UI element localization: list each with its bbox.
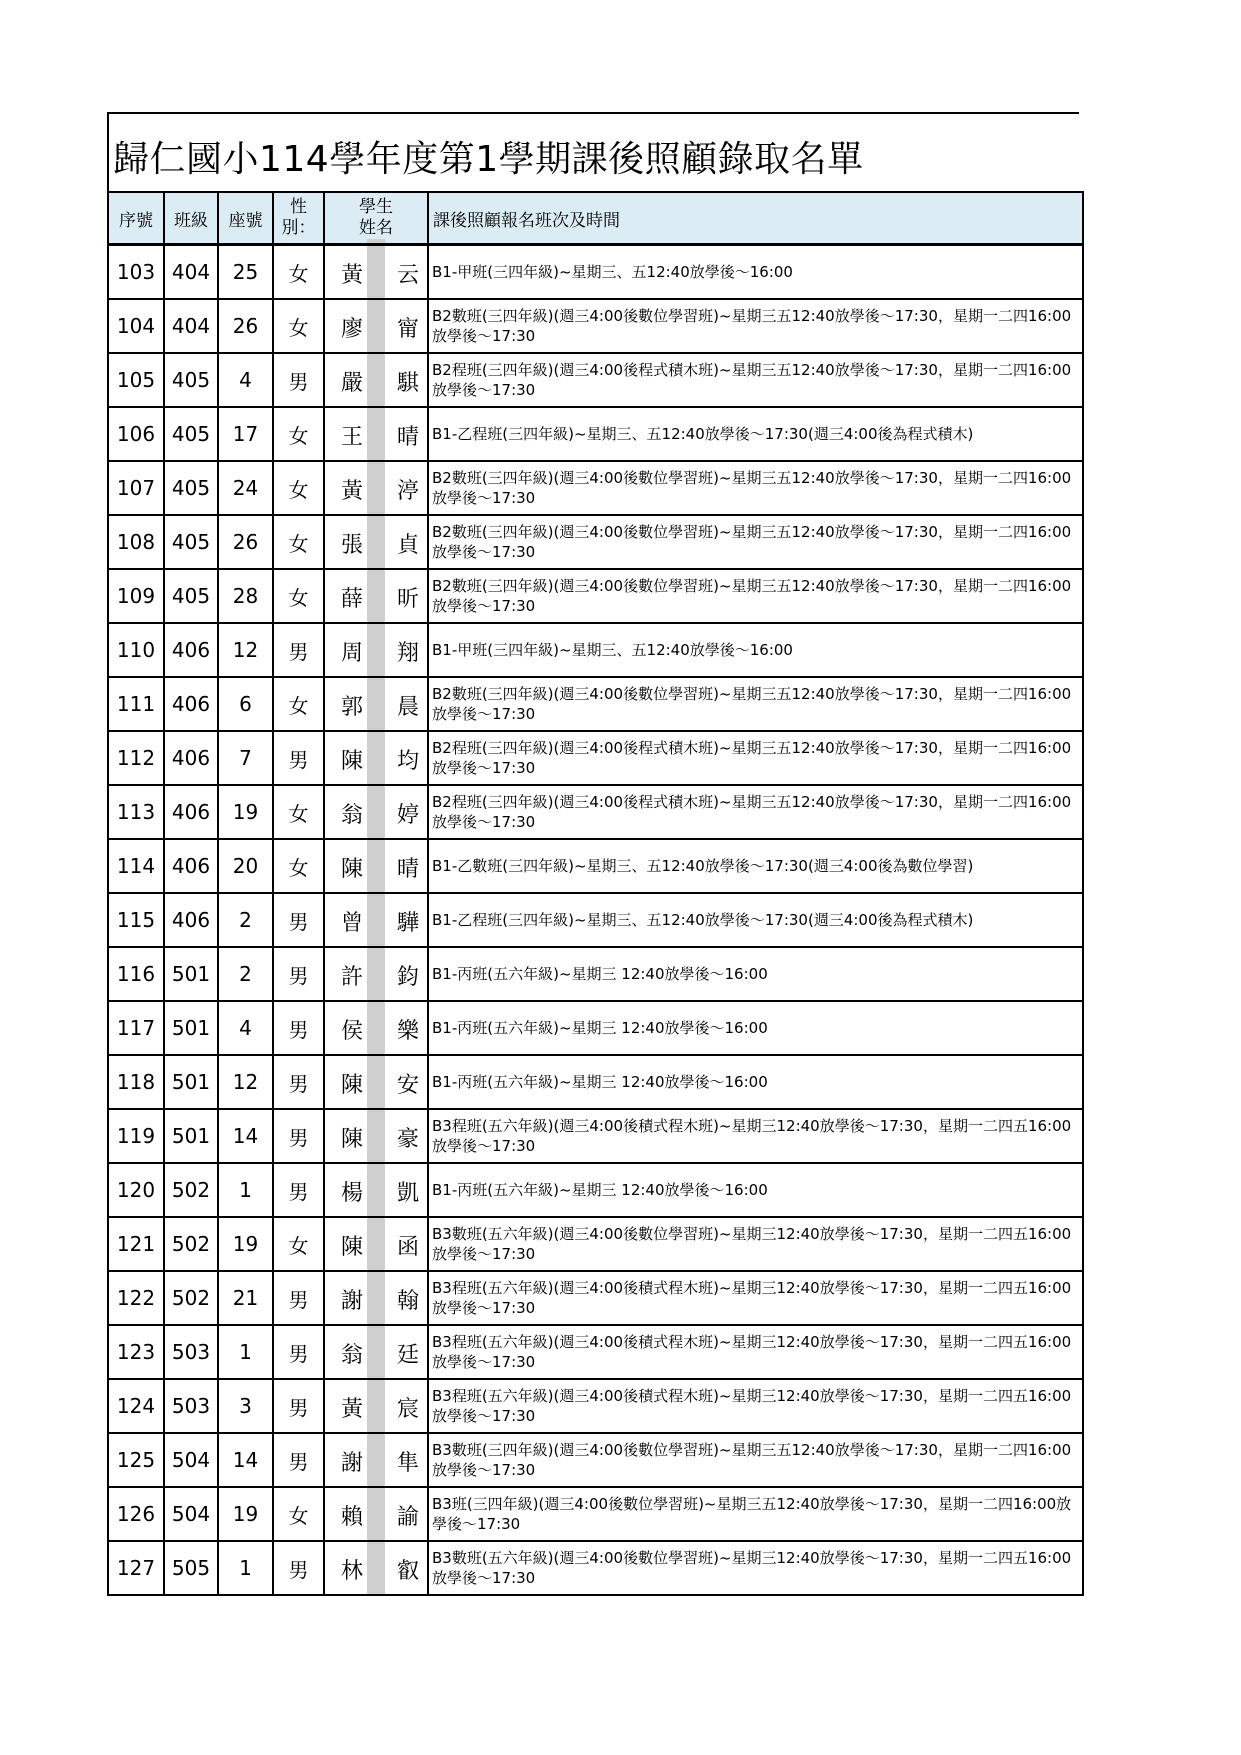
cell-seat: 1 — [218, 1325, 273, 1379]
name-first-char: 謝 — [341, 1289, 364, 1314]
cell-gender: 男 — [273, 1379, 324, 1433]
redaction-bar — [367, 894, 385, 946]
name-last-char: 鈞 — [396, 965, 419, 990]
cell-seat: 28 — [218, 569, 273, 623]
cell-gender: 男 — [273, 1109, 324, 1163]
name-wrap — [325, 300, 427, 352]
name-last-char: 函 — [396, 1235, 419, 1260]
cell-seat: 3 — [218, 1379, 273, 1433]
redaction-bar — [367, 462, 385, 514]
name-first-char: 謝 — [341, 1451, 364, 1476]
cell-class: 406 — [164, 785, 218, 839]
cell-class: 406 — [164, 893, 218, 947]
cell-name — [324, 569, 428, 623]
cell-seat: 14 — [218, 1109, 273, 1163]
redaction-bar — [367, 1272, 385, 1324]
table-row — [108, 677, 1083, 731]
cell-name — [324, 461, 428, 515]
cell-seq: 118 — [108, 1055, 164, 1109]
redaction-bar — [367, 1218, 385, 1270]
table-row — [108, 947, 1083, 1001]
table-row — [108, 1433, 1083, 1487]
page-title: 歸仁國小114學年度第1學期課後照顧錄取名單 — [113, 139, 864, 180]
cell-seq: 105 — [108, 353, 164, 407]
redaction-bar — [367, 678, 385, 730]
cell-name — [324, 947, 428, 1001]
name-wrap — [325, 354, 427, 406]
cell-seat: 14 — [218, 1433, 273, 1487]
cell-time: B1-甲班(三四年級)~星期三、五12:40放學後～16:00 — [428, 245, 1083, 300]
cell-class: 404 — [164, 245, 218, 300]
cell-seat: 24 — [218, 461, 273, 515]
cell-gender: 女 — [273, 839, 324, 893]
cell-time: B3數班(三四年級)(週三4:00後數位學習班)~星期三五12:40放學後～17:30，星期一二四16:00放學後～17:30 — [428, 1433, 1083, 1487]
cell-seq: 121 — [108, 1217, 164, 1271]
cell-time: B1-丙班(五六年級)~星期三 12:40放學後～16:00 — [428, 1001, 1083, 1055]
redaction-bar — [367, 408, 385, 460]
cell-time: B1-丙班(五六年級)~星期三 12:40放學後～16:00 — [428, 1163, 1083, 1217]
cell-gender: 男 — [273, 1541, 324, 1595]
cell-name — [324, 785, 428, 839]
name-last-char: 驊 — [396, 911, 419, 936]
name-first-char: 陳 — [341, 749, 364, 774]
name-wrap — [325, 786, 427, 838]
cell-gender: 女 — [273, 515, 324, 569]
name-first-char: 張 — [341, 533, 364, 558]
name-first-char: 郭 — [341, 695, 364, 720]
cell-class: 406 — [164, 839, 218, 893]
cell-seat: 20 — [218, 839, 273, 893]
header-seat: 座號 — [218, 192, 273, 245]
header-gender-line2: 別： — [281, 218, 316, 238]
cell-class: 501 — [164, 1001, 218, 1055]
name-wrap — [325, 1272, 427, 1324]
name-first-char: 許 — [341, 965, 364, 990]
cell-time: B2數班(三四年級)(週三4:00後數位學習班)~星期三五12:40放學後～17:30，星期一二四16:00放學後～17:30 — [428, 677, 1083, 731]
cell-seq: 115 — [108, 893, 164, 947]
redaction-bar-top — [367, 239, 385, 243]
cell-class: 504 — [164, 1487, 218, 1541]
cell-seq: 117 — [108, 1001, 164, 1055]
name-wrap — [325, 894, 427, 946]
cell-seat: 7 — [218, 731, 273, 785]
cell-gender: 女 — [273, 569, 324, 623]
name-wrap — [325, 1056, 427, 1108]
table-row — [108, 353, 1083, 407]
redaction-bar — [367, 786, 385, 838]
name-wrap — [325, 1434, 427, 1486]
cell-gender: 男 — [273, 623, 324, 677]
name-wrap — [325, 462, 427, 514]
cell-gender: 男 — [273, 947, 324, 1001]
cell-seq: 107 — [108, 461, 164, 515]
redaction-bar — [367, 1326, 385, 1378]
redaction-bar — [367, 1164, 385, 1216]
name-wrap — [325, 246, 427, 298]
cell-name — [324, 515, 428, 569]
redaction-bar — [367, 732, 385, 784]
header-name-line1: 學生 — [359, 197, 393, 217]
cell-seat: 17 — [218, 407, 273, 461]
cell-seat: 19 — [218, 1217, 273, 1271]
cell-seat: 2 — [218, 947, 273, 1001]
name-wrap — [325, 1164, 427, 1216]
cell-class: 405 — [164, 515, 218, 569]
header-gender — [273, 192, 324, 245]
name-wrap — [325, 678, 427, 730]
name-wrap — [325, 732, 427, 784]
cell-seq: 125 — [108, 1433, 164, 1487]
cell-name — [324, 245, 428, 300]
cell-class: 501 — [164, 1109, 218, 1163]
name-wrap — [325, 1488, 427, 1540]
name-wrap — [325, 570, 427, 622]
cell-name — [324, 353, 428, 407]
cell-time: B3程班(五六年級)(週三4:00後積式程木班)~星期三12:40放學後～17:30，星期一二四五16:00放學後～17:30 — [428, 1109, 1083, 1163]
name-wrap — [325, 1218, 427, 1270]
name-last-char: 豪 — [396, 1127, 419, 1152]
table-row — [108, 893, 1083, 947]
name-wrap — [325, 1110, 427, 1162]
header-class: 班級 — [164, 192, 218, 245]
name-last-char: 晴 — [396, 425, 419, 450]
name-first-char: 曾 — [341, 911, 364, 936]
cell-seq: 124 — [108, 1379, 164, 1433]
name-first-char: 林 — [341, 1559, 364, 1584]
cell-time: B3班(三四年級)(週三4:00後數位學習班)~星期三五12:40放學後～17:30，星期一二四16:00放學後～17:30 — [428, 1487, 1083, 1541]
cell-time: B3程班(五六年級)(週三4:00後積式程木班)~星期三12:40放學後～17:30，星期一二四五16:00放學後～17:30 — [428, 1379, 1083, 1433]
cell-time: B3程班(五六年級)(週三4:00後積式程木班)~星期三12:40放學後～17:30，星期一二四五16:00放學後～17:30 — [428, 1325, 1083, 1379]
cell-seq: 113 — [108, 785, 164, 839]
cell-seat: 4 — [218, 353, 273, 407]
table-row — [108, 569, 1083, 623]
cell-seq: 104 — [108, 299, 164, 353]
name-last-char: 渟 — [396, 479, 419, 504]
cell-seq: 119 — [108, 1109, 164, 1163]
table-row — [108, 299, 1083, 353]
name-last-char: 叡 — [396, 1559, 419, 1584]
cell-name — [324, 1109, 428, 1163]
table-row — [108, 1271, 1083, 1325]
cell-name — [324, 1271, 428, 1325]
cell-seq: 122 — [108, 1271, 164, 1325]
cell-time: B1-甲班(三四年級)~星期三、五12:40放學後～16:00 — [428, 623, 1083, 677]
table-row — [108, 1217, 1083, 1271]
header-gender-line1: 性 — [290, 197, 307, 217]
cell-class: 503 — [164, 1379, 218, 1433]
cell-seq: 114 — [108, 839, 164, 893]
cell-name — [324, 1055, 428, 1109]
name-first-char: 賴 — [341, 1505, 364, 1530]
cell-name — [324, 299, 428, 353]
name-last-char: 貞 — [396, 533, 419, 558]
redaction-bar — [367, 354, 385, 406]
name-last-char: 晴 — [396, 857, 419, 882]
table-row — [108, 785, 1083, 839]
cell-seq: 112 — [108, 731, 164, 785]
table-row — [108, 1055, 1083, 1109]
cell-class: 501 — [164, 947, 218, 1001]
redaction-bar — [367, 516, 385, 568]
name-first-char: 黃 — [341, 263, 364, 288]
cell-gender: 女 — [273, 785, 324, 839]
redaction-bar — [367, 840, 385, 892]
cell-seat: 25 — [218, 245, 273, 300]
name-first-char: 廖 — [341, 317, 364, 342]
cell-class: 404 — [164, 299, 218, 353]
name-wrap — [325, 1326, 427, 1378]
table-row — [108, 515, 1083, 569]
name-first-char: 翁 — [341, 1343, 364, 1368]
name-last-char: 廷 — [396, 1343, 419, 1368]
roster-table — [107, 191, 1084, 1596]
cell-gender: 男 — [273, 1001, 324, 1055]
name-first-char: 陳 — [341, 1127, 364, 1152]
table-row — [108, 1541, 1083, 1595]
cell-class: 504 — [164, 1433, 218, 1487]
cell-seq: 109 — [108, 569, 164, 623]
header-row — [108, 192, 1083, 245]
cell-gender: 男 — [273, 731, 324, 785]
redaction-bar — [367, 246, 385, 298]
cell-seq: 106 — [108, 407, 164, 461]
table-row — [108, 1487, 1083, 1541]
redaction-bar — [367, 1380, 385, 1432]
name-last-char: 隼 — [396, 1451, 419, 1476]
name-last-char: 均 — [396, 749, 419, 774]
table-row — [108, 461, 1083, 515]
name-first-char: 翁 — [341, 803, 364, 828]
cell-seq: 111 — [108, 677, 164, 731]
header-name-line2: 姓名 — [359, 218, 393, 238]
name-last-char: 樂 — [396, 1019, 419, 1044]
cell-name — [324, 623, 428, 677]
table-row — [108, 407, 1083, 461]
name-last-char: 安 — [396, 1073, 419, 1098]
cell-seat: 2 — [218, 893, 273, 947]
cell-gender: 男 — [273, 1163, 324, 1217]
top-rule — [107, 112, 1079, 114]
cell-seq: 120 — [108, 1163, 164, 1217]
cell-class: 406 — [164, 677, 218, 731]
cell-name — [324, 1325, 428, 1379]
table-row — [108, 1109, 1083, 1163]
name-first-char: 陳 — [341, 1235, 364, 1260]
table-row — [108, 1379, 1083, 1433]
name-wrap — [325, 948, 427, 1000]
cell-time: B3程班(五六年級)(週三4:00後積式程木班)~星期三12:40放學後～17:30，星期一二四五16:00放學後～17:30 — [428, 1271, 1083, 1325]
name-first-char: 王 — [341, 425, 364, 450]
name-first-char: 黃 — [341, 479, 364, 504]
cell-seat: 12 — [218, 623, 273, 677]
redaction-bar — [367, 300, 385, 352]
redaction-bar — [367, 624, 385, 676]
cell-seat: 6 — [218, 677, 273, 731]
cell-seq: 127 — [108, 1541, 164, 1595]
table-row — [108, 1325, 1083, 1379]
cell-seq: 123 — [108, 1325, 164, 1379]
cell-seat: 4 — [218, 1001, 273, 1055]
cell-gender: 男 — [273, 353, 324, 407]
name-last-char: 昕 — [396, 587, 419, 612]
cell-time: B1-乙數班(三四年級)~星期三、五12:40放學後～17:30(週三4:00後為數位學習) — [428, 839, 1083, 893]
cell-gender: 男 — [273, 1325, 324, 1379]
cell-name — [324, 677, 428, 731]
name-last-char: 婷 — [396, 803, 419, 828]
cell-time: B2數班(三四年級)(週三4:00後數位學習班)~星期三五12:40放學後～17:30，星期一二四16:00放學後～17:30 — [428, 569, 1083, 623]
cell-class: 405 — [164, 569, 218, 623]
cell-gender: 女 — [273, 245, 324, 300]
cell-name — [324, 1379, 428, 1433]
cell-name — [324, 1001, 428, 1055]
name-wrap — [325, 408, 427, 460]
cell-time: B3數班(五六年級)(週三4:00後數位學習班)~星期三12:40放學後～17:30，星期一二四五16:00放學後～17:30 — [428, 1541, 1083, 1595]
left-rule — [107, 112, 109, 192]
header-name — [324, 192, 428, 245]
name-first-char: 嚴 — [341, 371, 364, 396]
cell-seat: 19 — [218, 785, 273, 839]
redaction-bar — [367, 1542, 385, 1594]
cell-time: B2數班(三四年級)(週三4:00後數位學習班)~星期三五12:40放學後～17:30，星期一二四16:00放學後～17:30 — [428, 299, 1083, 353]
cell-seq: 110 — [108, 623, 164, 677]
name-last-char: 云 — [396, 263, 419, 288]
cell-class: 405 — [164, 461, 218, 515]
name-wrap — [325, 1380, 427, 1432]
cell-class: 406 — [164, 623, 218, 677]
cell-class: 505 — [164, 1541, 218, 1595]
cell-seat: 26 — [218, 515, 273, 569]
table-row — [108, 1001, 1083, 1055]
cell-class: 406 — [164, 731, 218, 785]
redaction-bar — [367, 1434, 385, 1486]
redaction-bar — [367, 948, 385, 1000]
redaction-bar — [367, 1056, 385, 1108]
redaction-bar — [367, 1488, 385, 1540]
cell-seat: 1 — [218, 1541, 273, 1595]
name-last-char: 宸 — [396, 1397, 419, 1422]
cell-seq: 116 — [108, 947, 164, 1001]
name-last-char: 晨 — [396, 695, 419, 720]
name-last-char: 翔 — [396, 641, 419, 666]
cell-name — [324, 839, 428, 893]
table-row — [108, 623, 1083, 677]
name-last-char: 翰 — [396, 1289, 419, 1314]
cell-seat: 1 — [218, 1163, 273, 1217]
cell-class: 501 — [164, 1055, 218, 1109]
cell-name — [324, 893, 428, 947]
name-wrap — [325, 1542, 427, 1594]
cell-class: 502 — [164, 1163, 218, 1217]
cell-time: B2程班(三四年級)(週三4:00後程式積木班)~星期三五12:40放學後～17:30，星期一二四16:00放學後～17:30 — [428, 353, 1083, 407]
name-first-char: 黃 — [341, 1397, 364, 1422]
name-first-char: 楊 — [341, 1181, 364, 1206]
cell-gender: 男 — [273, 1271, 324, 1325]
redaction-bar — [367, 1002, 385, 1054]
cell-time: B3數班(五六年級)(週三4:00後數位學習班)~星期三12:40放學後～17:30，星期一二四五16:00放學後～17:30 — [428, 1217, 1083, 1271]
name-last-char: 騏 — [396, 371, 419, 396]
table-row — [108, 731, 1083, 785]
roster-body — [108, 245, 1083, 1596]
cell-seq: 126 — [108, 1487, 164, 1541]
cell-name — [324, 1541, 428, 1595]
cell-gender: 女 — [273, 407, 324, 461]
cell-time: B2程班(三四年級)(週三4:00後程式積木班)~星期三五12:40放學後～17:30，星期一二四16:00放學後～17:30 — [428, 785, 1083, 839]
name-wrap — [325, 840, 427, 892]
cell-gender: 男 — [273, 893, 324, 947]
name-wrap — [325, 1002, 427, 1054]
cell-gender: 女 — [273, 677, 324, 731]
cell-gender: 女 — [273, 1217, 324, 1271]
cell-name — [324, 1487, 428, 1541]
table-row — [108, 245, 1083, 300]
cell-seat: 26 — [218, 299, 273, 353]
table-row — [108, 839, 1083, 893]
name-wrap — [325, 624, 427, 676]
redaction-bar — [367, 1110, 385, 1162]
cell-time: B2程班(三四年級)(週三4:00後程式積木班)~星期三五12:40放學後～17:30，星期一二四16:00放學後～17:30 — [428, 731, 1083, 785]
table-row — [108, 1163, 1083, 1217]
cell-name — [324, 731, 428, 785]
header-seq: 序號 — [108, 192, 164, 245]
name-first-char: 薛 — [341, 587, 364, 612]
cell-time: B2數班(三四年級)(週三4:00後數位學習班)~星期三五12:40放學後～17:30，星期一二四16:00放學後～17:30 — [428, 461, 1083, 515]
name-last-char: 諭 — [396, 1505, 419, 1530]
cell-gender: 女 — [273, 299, 324, 353]
cell-gender: 女 — [273, 1487, 324, 1541]
cell-name — [324, 1433, 428, 1487]
cell-class: 503 — [164, 1325, 218, 1379]
cell-gender: 女 — [273, 461, 324, 515]
cell-name — [324, 1217, 428, 1271]
cell-name — [324, 1163, 428, 1217]
cell-time: B2數班(三四年級)(週三4:00後數位學習班)~星期三五12:40放學後～17:30，星期一二四16:00放學後～17:30 — [428, 515, 1083, 569]
name-first-char: 周 — [341, 641, 364, 666]
cell-time: B1-丙班(五六年級)~星期三 12:40放學後～16:00 — [428, 947, 1083, 1001]
cell-gender: 男 — [273, 1433, 324, 1487]
name-last-char: 凱 — [396, 1181, 419, 1206]
name-first-char: 侯 — [341, 1019, 364, 1044]
cell-seat: 12 — [218, 1055, 273, 1109]
name-first-char: 陳 — [341, 1073, 364, 1098]
cell-class: 405 — [164, 407, 218, 461]
cell-class: 405 — [164, 353, 218, 407]
cell-seat: 21 — [218, 1271, 273, 1325]
cell-seq: 108 — [108, 515, 164, 569]
cell-seq: 103 — [108, 245, 164, 300]
cell-class: 502 — [164, 1271, 218, 1325]
cell-seat: 19 — [218, 1487, 273, 1541]
cell-name — [324, 407, 428, 461]
cell-gender: 男 — [273, 1055, 324, 1109]
cell-time: B1-乙程班(三四年級)~星期三、五12:40放學後～17:30(週三4:00後為程式積木) — [428, 893, 1083, 947]
redaction-bar — [367, 570, 385, 622]
cell-class: 502 — [164, 1217, 218, 1271]
header-time: 課後照顧報名班次及時間 — [428, 192, 1083, 245]
name-last-char: 甯 — [396, 317, 419, 342]
cell-time: B1-丙班(五六年級)~星期三 12:40放學後～16:00 — [428, 1055, 1083, 1109]
name-first-char: 陳 — [341, 857, 364, 882]
cell-time: B1-乙程班(三四年級)~星期三、五12:40放學後～17:30(週三4:00後為程式積木) — [428, 407, 1083, 461]
name-wrap — [325, 516, 427, 568]
